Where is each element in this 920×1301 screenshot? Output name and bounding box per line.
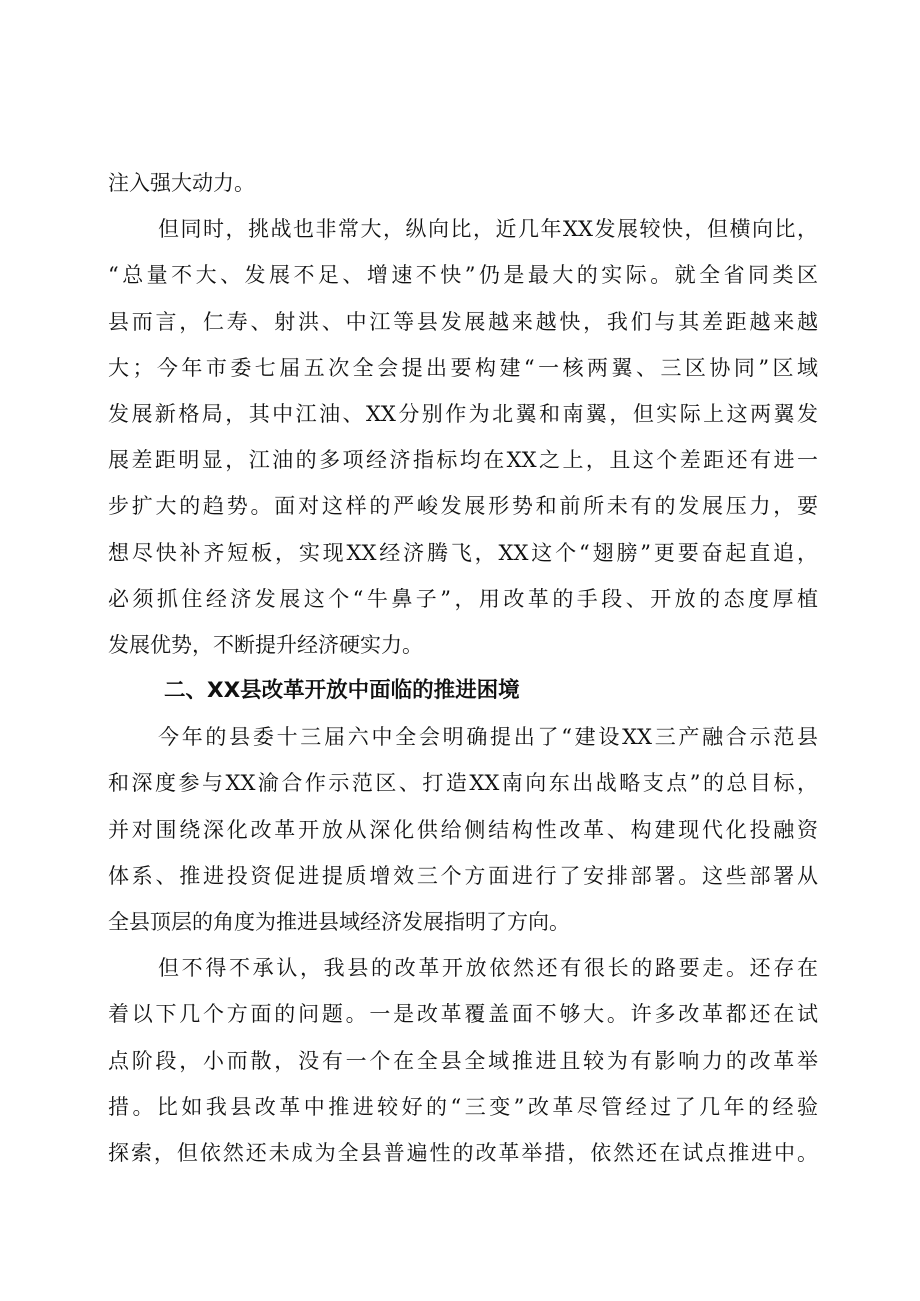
document-body — [108, 160, 818, 1176]
text-line: 今年的县委十三届六中全会明确提出了“建设XX三产融合示范县 — [158, 725, 818, 750]
text-line: 但同时，挑战也非常大，纵向比，近几年XX发展较快，但横向比， — [158, 217, 818, 242]
text-line: 并对围绕深化改革开放从深化供给侧结构性改革、构建现代化投融资 — [108, 817, 818, 842]
text-line: 必须抓住经济发展这个“牛鼻子”，用改革的手段、开放的态度厚植 — [108, 586, 818, 611]
paragraph-problems — [108, 945, 818, 1176]
text-line: 措。比如我县改革中推进较好的“三变”改革尽管经过了几年的经验 — [108, 1094, 818, 1119]
text-line: 注入强大动力。 — [108, 171, 255, 195]
paragraph-challenge — [108, 206, 818, 668]
text-line: 探索，但依然还未成为全县普遍性的改革举措，依然还在试点推进中。 — [108, 1140, 818, 1165]
text-line: 体系、推进投资促进提质增效三个方面进行了安排部署。这些部署从 — [108, 863, 818, 888]
text-line: 县而言，仁寿、射洪、中江等县发展越来越快，我们与其差距越来越 — [108, 309, 818, 334]
text-line: 步扩大的趋势。面对这样的严峻发展形势和前所未有的发展压力，要 — [108, 494, 818, 519]
text-line: 着以下几个方面的问题。一是改革覆盖面不够大。许多改革都还在试 — [108, 1002, 818, 1027]
text-line: 但不得不承认，我县的改革开放依然还有很长的路要走。还存在 — [158, 956, 818, 981]
text-line: “总量不大、发展不足、增速不快”仍是最大的实际。就全省同类区 — [108, 263, 818, 288]
text-line: 展差距明显，江油的多项经济指标均在XX之上，且这个差距还有进一 — [108, 448, 818, 473]
section-heading-text: 二、XX县改革开放中面临的推进困境 — [164, 678, 520, 704]
paragraph-continuation — [108, 160, 818, 206]
text-line: 想尽快补齐短板，实现XX经济腾飞，XX这个“翅膀”更要奋起直追， — [108, 540, 818, 565]
text-line: 发展新格局，其中江油、XX分别作为北翼和南翼，但实际上这两翼发 — [108, 401, 818, 426]
text-line: 和深度参与XX渝合作示范区、打造XX南向东出战略支点”的总目标， — [108, 771, 818, 796]
text-line: 大；今年市委七届五次全会提出要构建“一核两翼、三区协同”区域 — [108, 355, 818, 380]
text-line: 发展优势，不断提升经济硬实力。 — [108, 632, 423, 657]
text-line: 点阶段，小而散，没有一个在全县全域推进且较为有影响力的改革举 — [108, 1048, 818, 1073]
text-line: 全县顶层的角度为推进县域经济发展指明了方向。 — [108, 910, 570, 934]
section-heading — [108, 668, 818, 714]
paragraph-plenary — [108, 714, 818, 945]
